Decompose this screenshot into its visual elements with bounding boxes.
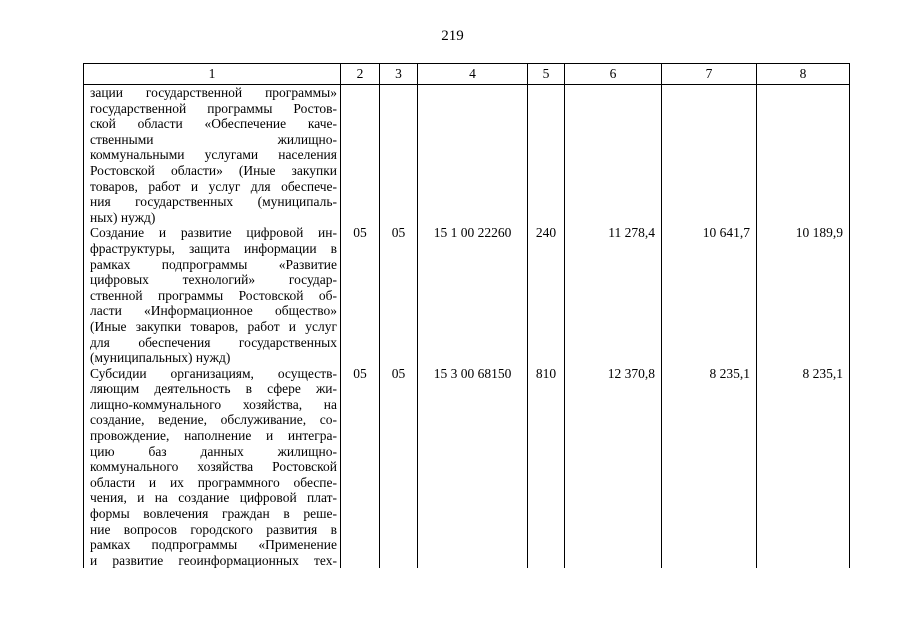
description-line: фраструктуры, защита информации в <box>90 240 337 256</box>
column-header-5: 5 <box>528 64 565 85</box>
column-header-8: 8 <box>757 64 850 85</box>
description-line: ных) нужд) <box>90 209 156 225</box>
description-line: провождение, наполнение и интегра- <box>90 428 337 444</box>
target-article-code: 15 1 00 22260 <box>418 225 528 365</box>
description-line: рамках подпрограммы «Развитие <box>90 256 337 272</box>
description-line: Субсидии организациям, осуществ- <box>90 365 337 381</box>
description-line: Ростовской области» (Иные закупки <box>90 162 337 178</box>
table-row <box>84 85 850 226</box>
column-header-3: 3 <box>380 64 418 85</box>
amount-year-1: 11 278,4 <box>565 225 662 365</box>
description-line: и развитие геоинформационных тех- <box>90 552 337 568</box>
expense-type-code: 810 <box>528 366 565 569</box>
amount-year-2 <box>662 85 757 226</box>
amount-year-3 <box>757 85 850 226</box>
description-line: (Иные закупки товаров, работ и услуг <box>90 318 337 334</box>
row-description <box>84 366 341 569</box>
column-header-4: 4 <box>418 64 528 85</box>
column-header-1: 1 <box>84 64 341 85</box>
description-line: рамках подпрограммы «Применение <box>90 537 337 553</box>
description-line: ской области «Обеспечение каче- <box>90 116 337 132</box>
amount-year-1 <box>565 85 662 226</box>
description-line: коммунального хозяйства Ростовской <box>90 459 337 475</box>
description-line: коммунальными услугами населения <box>90 147 337 163</box>
budget-table <box>83 63 850 568</box>
amount-year-1: 12 370,8 <box>565 366 662 569</box>
subsection-code: 05 <box>380 225 418 365</box>
description-line: формы вовлечения граждан в реше- <box>90 506 337 522</box>
header-row <box>84 64 850 85</box>
page-number: 219 <box>441 28 464 44</box>
section-code: 05 <box>341 225 380 365</box>
description-line: лищно-коммунального хозяйства, на <box>90 396 337 412</box>
description-line: для обеспечения государственных <box>90 334 337 350</box>
section-code: 05 <box>341 366 380 569</box>
subsection-code <box>380 85 418 226</box>
description-line: ственной программы Ростовской об- <box>90 287 337 303</box>
description-line: ласти «Информационное общество» <box>90 303 337 319</box>
table-row <box>84 225 850 365</box>
row-description <box>84 225 341 365</box>
expense-type-code <box>528 85 565 226</box>
description-line: товаров, работ и услуг для обеспече- <box>90 178 337 194</box>
row-description <box>84 85 341 226</box>
description-line: ние вопросов городского развития в <box>90 521 337 537</box>
description-line: области и их программного обеспе- <box>90 474 337 490</box>
description-line: Создание и развитие цифровой ин- <box>90 225 337 241</box>
amount-year-3: 10 189,9 <box>757 225 850 365</box>
description-line: ственными жилищно- <box>90 131 337 147</box>
description-line: создание, ведение, обслуживание, со- <box>90 412 337 428</box>
description-line: цию баз данных жилищно- <box>90 443 337 459</box>
description-line: (муниципальных) нужд) <box>90 350 231 366</box>
target-article-code <box>418 85 528 226</box>
description-line: чения, и на создание цифровой плат- <box>90 490 337 506</box>
section-code <box>341 85 380 226</box>
subsection-code: 05 <box>380 366 418 569</box>
description-line: цифровых технологий» государ- <box>90 272 337 288</box>
description-line: ляющим деятельность в сфере жи- <box>90 381 337 397</box>
amount-year-2: 10 641,7 <box>662 225 757 365</box>
expense-type-code: 240 <box>528 225 565 365</box>
description-line: зации государственной программы» <box>90 85 337 100</box>
amount-year-3: 8 235,1 <box>757 366 850 569</box>
column-header-7: 7 <box>662 64 757 85</box>
column-header-2: 2 <box>341 64 380 85</box>
description-line: ния государственных (муниципаль- <box>90 194 337 210</box>
target-article-code: 15 3 00 68150 <box>418 366 528 569</box>
amount-year-2: 8 235,1 <box>662 366 757 569</box>
column-header-6: 6 <box>565 64 662 85</box>
description-line: государственной программы Ростов- <box>90 100 337 116</box>
table-row <box>84 366 850 569</box>
